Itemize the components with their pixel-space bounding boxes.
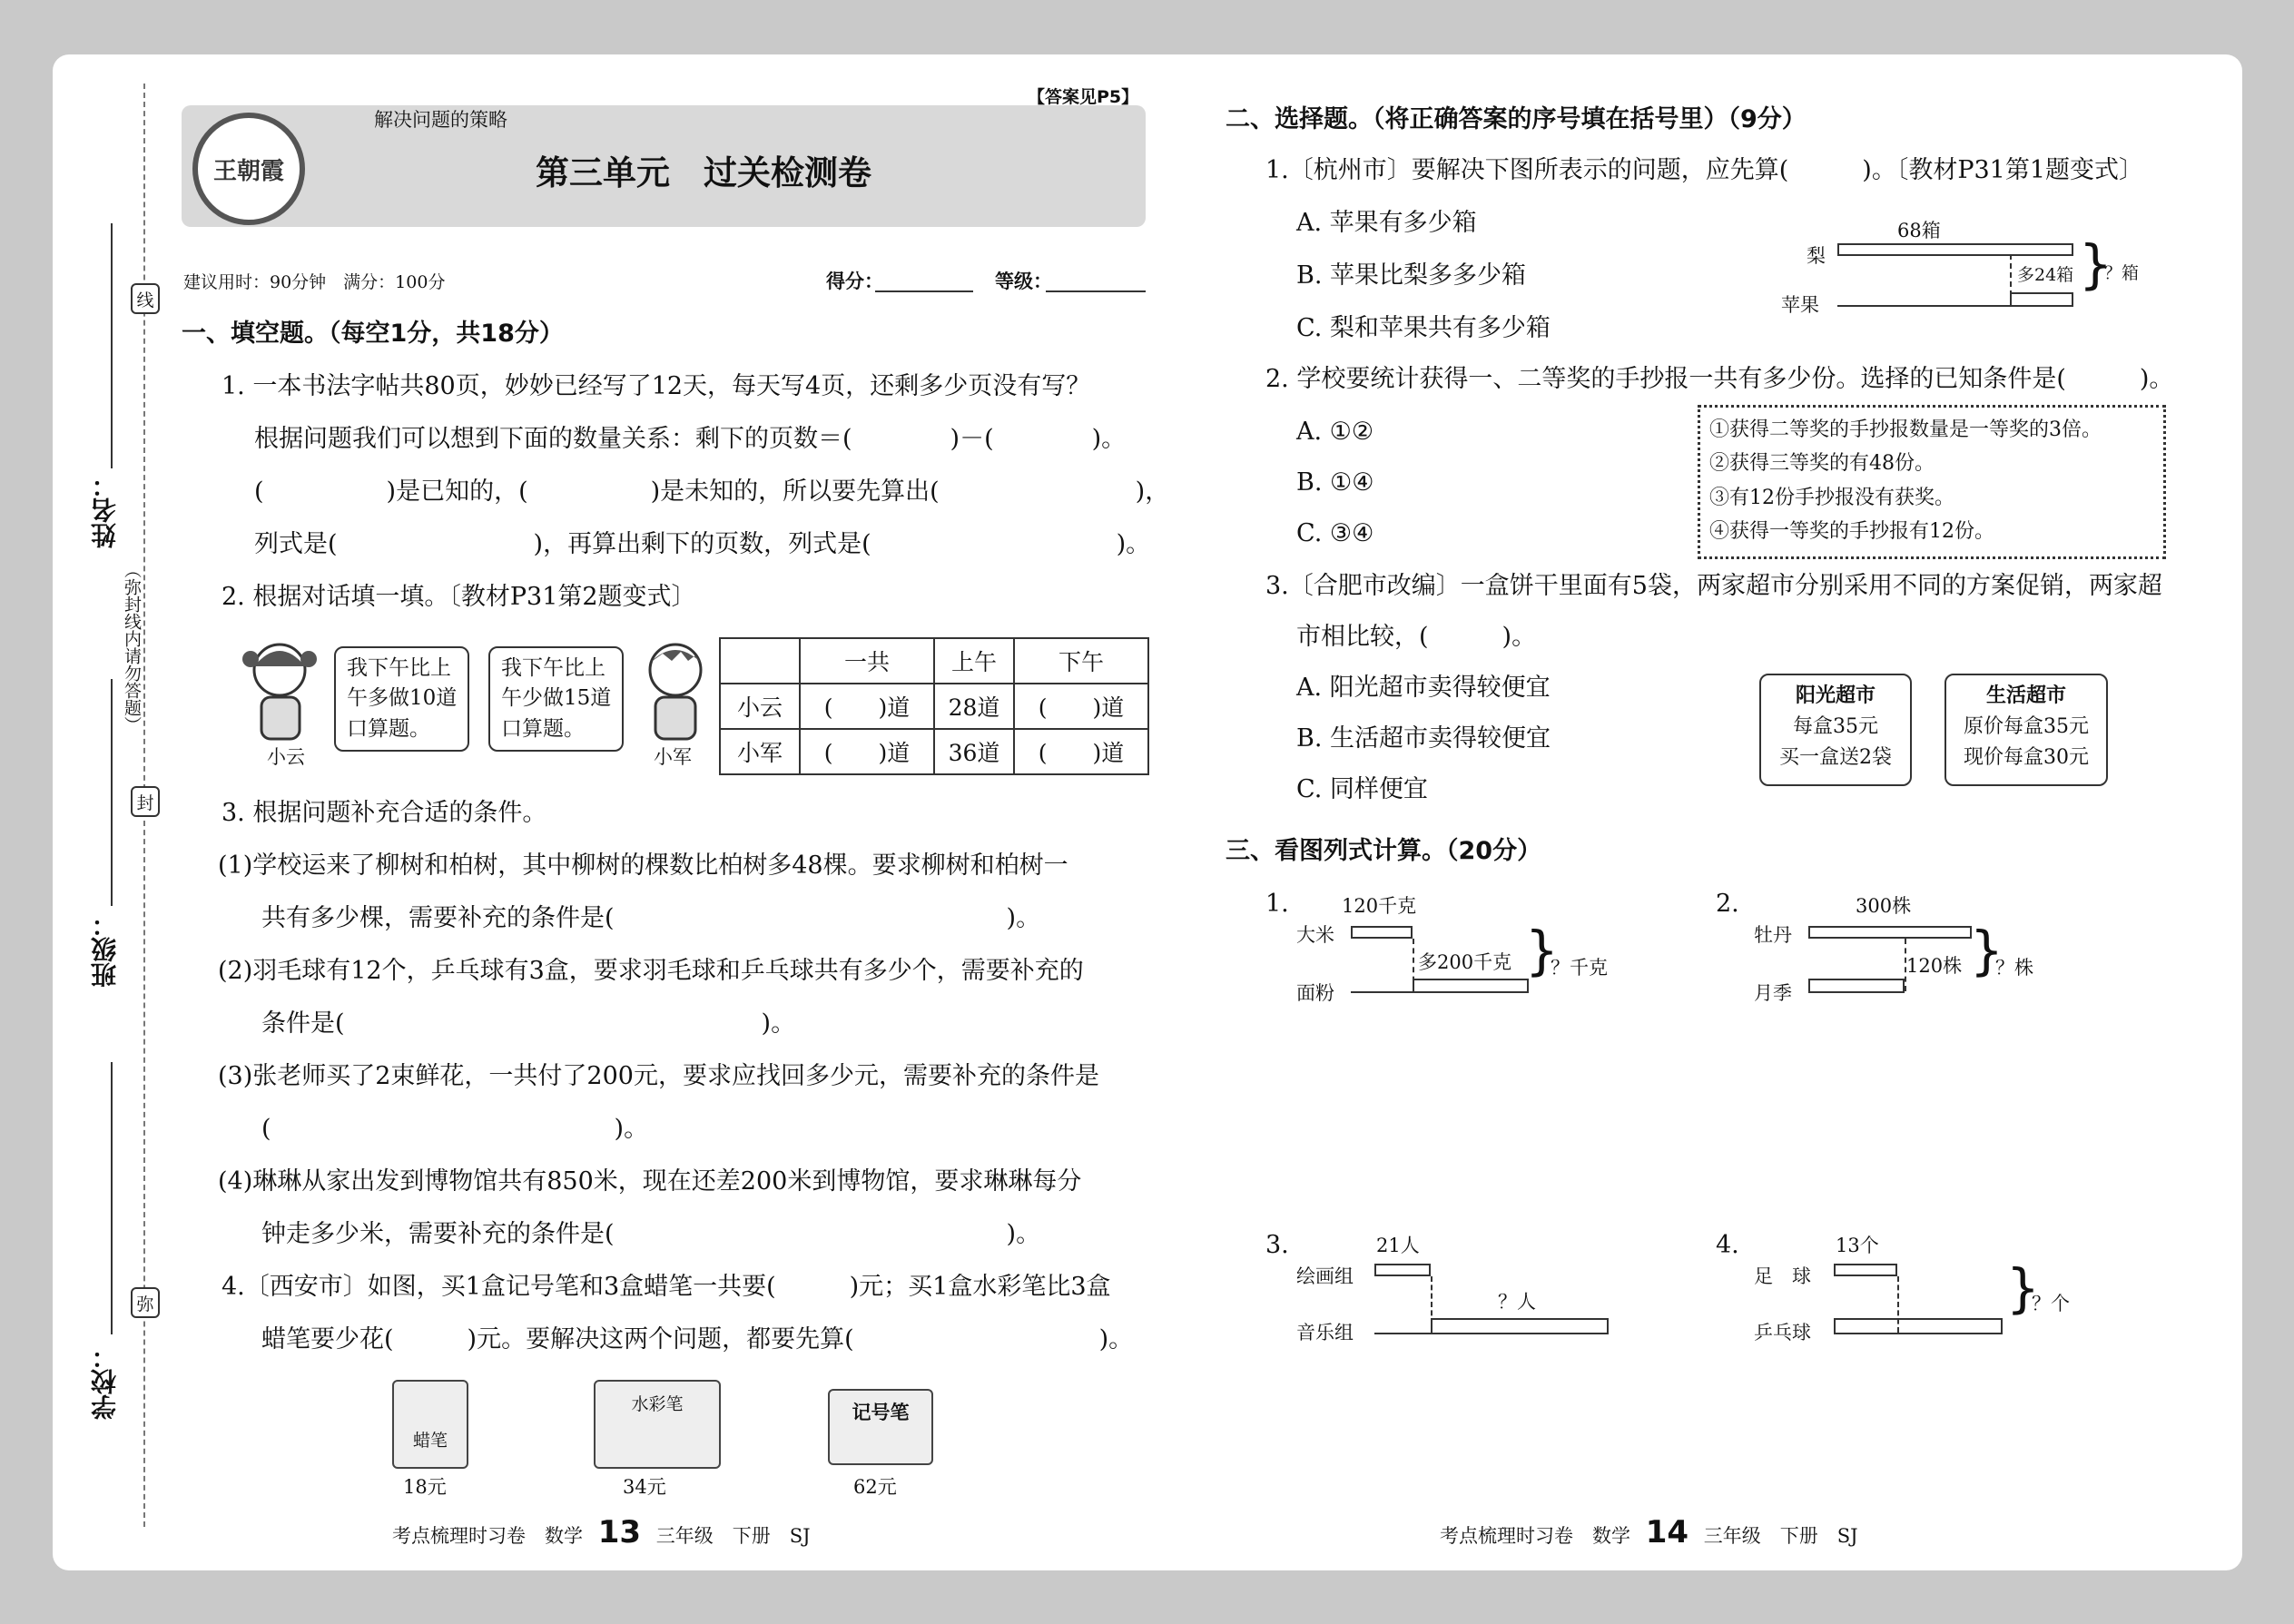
table-header-cell: 一共 [800, 638, 934, 684]
shop-line: 原价每盒35元 [1964, 715, 2089, 739]
school-label: 学校： [90, 1343, 120, 1420]
s2-q1-option-c[interactable]: C. 梨和苹果共有多少箱 [1296, 314, 1551, 342]
f4-question: ？个 [2032, 1293, 2070, 1314]
seal-mark-seal: 封 [131, 786, 160, 817]
q4-line2: 蜡笔要少花( )元。要解决这两个问题，都要先算( )。 [261, 1325, 1134, 1353]
table-row [720, 729, 1148, 774]
bubble-line: 午少做15道 [501, 686, 612, 711]
footer-left [392, 1514, 811, 1550]
girl-illustration-icon [241, 635, 323, 744]
bubble-line: 口算题。 [501, 716, 585, 741]
apple-bar [1837, 305, 2073, 307]
f4-b-label: 乒乓球 [1754, 1322, 1811, 1343]
grade-field[interactable] [1046, 290, 1146, 292]
score-label: 得分： [826, 271, 883, 292]
f4-b-extra [1834, 1318, 2003, 1333]
section1-heading: 一、填空题。（每空1分，共18分） [182, 320, 564, 348]
s2-q3-line2: 市相比较，( )。 [1296, 623, 1537, 651]
f3-top: 21人 [1376, 1235, 1420, 1256]
shop-line: 买一盒送2袋 [1779, 746, 1892, 770]
product-label: 记号笔 [852, 1402, 910, 1423]
boy-illustration-icon [635, 635, 717, 744]
product-price: 18元 [403, 1476, 447, 1498]
s2-q3-line1: 3.〔合肥市改编〕一盒饼干里面有5袋，两家超市分别采用不同的方案促销，两家超 [1265, 572, 2162, 600]
f2-a-line [1808, 937, 1972, 939]
f3-b-bar [1374, 1333, 1609, 1334]
name-label: 姓名： [90, 472, 120, 548]
f3-a-line [1374, 1275, 1431, 1276]
fig1-top-label: 68箱 [1897, 220, 1941, 241]
bubble-line: 口算题。 [347, 716, 430, 741]
answer-cell[interactable]: ( )道 [1014, 729, 1148, 774]
s2-q3-option-c[interactable]: C. 同样便宜 [1296, 775, 1428, 803]
f2-b-line [1808, 991, 1905, 993]
fig4-number: 4. [1716, 1231, 1739, 1259]
score-field[interactable] [875, 290, 973, 292]
shop-line: 现价每盒30元 [1964, 746, 2089, 770]
shop-name: 生活超市 [1985, 684, 2066, 707]
s2-q2-option-b[interactable]: B. ①④ [1296, 468, 1374, 497]
table-header-cell: 上午 [934, 638, 1014, 684]
fig1-number: 1. [1265, 890, 1289, 918]
pear-bar-line [1837, 254, 2073, 256]
watercolor-pen-box-image [594, 1380, 721, 1469]
apple-extra-bar [2010, 292, 2073, 305]
seal-notice: （弥封线内请勿答题） [121, 561, 142, 733]
footer-text: 考点梳理时习卷 数学 [1440, 1525, 1630, 1547]
q1-line2: 根据问题我们可以想到下面的数量关系：剩下的页数＝( )－( )。 [254, 425, 1127, 453]
f1-a-label: 大米 [1296, 924, 1334, 946]
school-field[interactable] [111, 1062, 113, 1334]
table-header-row [720, 638, 1148, 684]
table-row [720, 684, 1148, 729]
shop-card-life [1944, 674, 2108, 786]
f1-more: 多200千克 [1418, 951, 1512, 973]
boy-name: 小军 [654, 746, 692, 768]
q3-1-line1: (1)学校运来了柳树和柏树，其中柳树的棵数比柏树多48棵。要求柳树和柏树一 [218, 851, 1068, 880]
f2-b-bar [1808, 979, 1905, 991]
fig2-number: 2. [1716, 890, 1739, 918]
fig1-apple-label: 苹果 [1781, 294, 1819, 316]
product-label: 蜡笔 [412, 1431, 448, 1451]
f4-top: 13个 [1836, 1235, 1879, 1256]
s2-q1: 1.〔杭州市〕要解决下图所表示的问题，应先算( )。〔教材P31第1题变式〕 [1265, 156, 2144, 184]
shop-card-sunshine [1759, 674, 1912, 786]
time-info: 建议用时：90分钟 满分：100分 [183, 272, 446, 292]
grade-label: 等级： [995, 271, 1052, 292]
q3-3-line1: (3)张老师买了2束鲜花，一共付了200元，要求应找回多少元，需要补充的条件是 [218, 1062, 1099, 1090]
seal-mark-line: 线 [131, 283, 160, 314]
table-cell: 28道 [934, 684, 1014, 729]
q1-line4: 列式是( )，再算出剩下的页数，列式是( )。 [254, 530, 1151, 558]
brand-logo: 王朝霞 [192, 113, 305, 225]
f2-question: ？株 [1995, 957, 2033, 979]
s2-q1-option-b[interactable]: B. 苹果比梨多多少箱 [1296, 261, 1527, 290]
fig3-number: 3. [1265, 1231, 1289, 1259]
brace-icon: } [1525, 920, 1559, 981]
girl-speech-bubble [334, 646, 469, 752]
f4-a-line [1834, 1275, 1897, 1276]
q3-3-line2: ( )。 [261, 1115, 649, 1143]
condition-item: ③有12份手抄报没有获奖。 [1709, 486, 1954, 509]
conditions-box [1698, 405, 2166, 559]
q1-line1: 1. 一本书法字帖共80页，妙妙已经写了12天，每天写4页，还剩多少页没有写？ [222, 372, 1091, 400]
s2-q2-option-c[interactable]: C. ③④ [1296, 519, 1374, 547]
answer-reference: 【答案见P5】 [1028, 87, 1139, 107]
condition-item: ②获得三等奖的有48份。 [1709, 452, 1935, 476]
q3-4-line1: (4)琳琳从家出发到博物馆共有850米，现在还差200米到博物馆，要求琳琳每分 [218, 1167, 1082, 1196]
product-price: 34元 [623, 1476, 666, 1498]
footer-right [1440, 1514, 1858, 1550]
q4-line1: 4.〔西安市〕如图，买1盒记号笔和3盒蜡笔一共要( )元；买1盒水彩笔比3盒 [222, 1273, 1111, 1301]
f3-question: ？人 [1498, 1291, 1536, 1313]
f3-b-label: 音乐组 [1296, 1322, 1354, 1343]
answer-cell[interactable]: ( )道 [800, 684, 934, 729]
f3-a-label: 绘画组 [1296, 1265, 1354, 1287]
bubble-line: 午多做10道 [347, 686, 458, 711]
condition-item: ④获得一等奖的手抄报有12份。 [1709, 520, 1994, 544]
f1-top: 120千克 [1342, 895, 1417, 917]
s2-q2-option-a[interactable]: A. ①② [1296, 418, 1374, 446]
marker-box-image [828, 1389, 933, 1465]
f1-b-bar [1351, 991, 1529, 993]
q3-1-line2: 共有多少棵，需要补充的条件是( )。 [261, 904, 1041, 932]
f4-a-label: 足 球 [1754, 1265, 1811, 1287]
girl-name: 小云 [267, 746, 305, 768]
s2-q1-option-a[interactable]: A. 苹果有多少箱 [1296, 209, 1477, 237]
product-price: 62元 [853, 1476, 897, 1498]
s2-q3-option-a[interactable]: A. 阳光超市卖得较便宜 [1296, 674, 1551, 702]
f1-a-line [1351, 937, 1413, 939]
table-header-cell [720, 638, 800, 684]
q1-line3: ( )是已知的，( )是未知的，所以要先算出( )， [254, 477, 1170, 506]
answer-cell[interactable]: ( )道 [800, 729, 934, 774]
f4-b-bar [1834, 1333, 2003, 1334]
brace-icon: } [2006, 1257, 2040, 1319]
footer-text: 三年级 下册 SJ [655, 1525, 811, 1547]
f2-top: 300株 [1856, 895, 1912, 917]
f1-b-extra [1413, 979, 1529, 991]
table-cell: 小云 [720, 684, 800, 729]
table-cell: 36道 [934, 729, 1014, 774]
page-number: 13 [597, 1514, 642, 1550]
bubble-line: 我下午比上 [347, 656, 451, 680]
fig1-pear-label: 梨 [1807, 245, 1826, 267]
class-field[interactable] [111, 679, 113, 906]
unit-subtitle: 解决问题的策略 [374, 109, 507, 131]
shop-line: 每盒35元 [1793, 715, 1878, 739]
f3-b-extra [1431, 1318, 1609, 1333]
shop-name: 阳光超市 [1795, 684, 1876, 707]
fig1-dashed [2010, 254, 2012, 305]
name-field[interactable] [111, 223, 113, 468]
table-cell: 小军 [720, 729, 800, 774]
product-label: 水彩笔 [631, 1394, 684, 1414]
q2-line: 2. 根据对话填一填。〔教材P31第2题变式〕 [222, 583, 696, 611]
crayon-box-image [392, 1380, 468, 1469]
q3-4-line2: 钟走多少米，需要补充的条件是( )。 [261, 1220, 1041, 1248]
f2-b-label: 月季 [1754, 982, 1792, 1004]
brace-icon: } [2079, 233, 2112, 295]
s2-q2: 2. 学校要统计获得一、二等奖的手抄报一共有多少份。选择的已知条件是( )。 [1265, 365, 2174, 393]
s2-q3-option-b[interactable]: B. 生活超市卖得较便宜 [1296, 724, 1551, 753]
fig1-more-label: 多24箱 [2017, 265, 2074, 285]
f1-question: ？千克 [1551, 957, 1608, 979]
page-title: 第三单元 过关检测卷 [536, 153, 871, 192]
footer-text: 三年级 下册 SJ [1703, 1525, 1858, 1547]
table-header-cell: 下午 [1014, 638, 1148, 684]
brace-icon: } [1970, 920, 2004, 981]
q3-2-line1: (2)羽毛球有12个，乒乓球有3盒，要求羽毛球和乒乓球共有多少个，需要补充的 [218, 957, 1084, 985]
dialogue-table [719, 637, 1149, 775]
page-number: 14 [1645, 1514, 1689, 1550]
f2-a-label: 牡丹 [1754, 924, 1792, 946]
bubble-line: 我下午比上 [501, 656, 605, 680]
section2-heading: 二、选择题。（将正确答案的序号填在括号里）（9分） [1226, 105, 1807, 133]
seal-mark-mi: 弥 [131, 1287, 160, 1318]
condition-item: ①获得二等奖的手抄报数量是一等奖的3倍。 [1709, 418, 2102, 441]
q3-2-line2: 条件是( )。 [261, 1009, 796, 1038]
q3-line: 3. 根据问题补充合适的条件。 [222, 799, 547, 827]
class-label: 班级： [90, 911, 120, 988]
f1-b-label: 面粉 [1296, 982, 1334, 1004]
boy-speech-bubble [488, 646, 624, 752]
fig1-question: ？箱 [2104, 263, 2140, 283]
answer-cell[interactable]: ( )道 [1014, 684, 1148, 729]
f2-less: 120株 [1906, 955, 1963, 977]
footer-text: 考点梳理时习卷 数学 [392, 1525, 583, 1547]
section3-heading: 三、看图列式计算。（20分） [1226, 837, 1542, 865]
